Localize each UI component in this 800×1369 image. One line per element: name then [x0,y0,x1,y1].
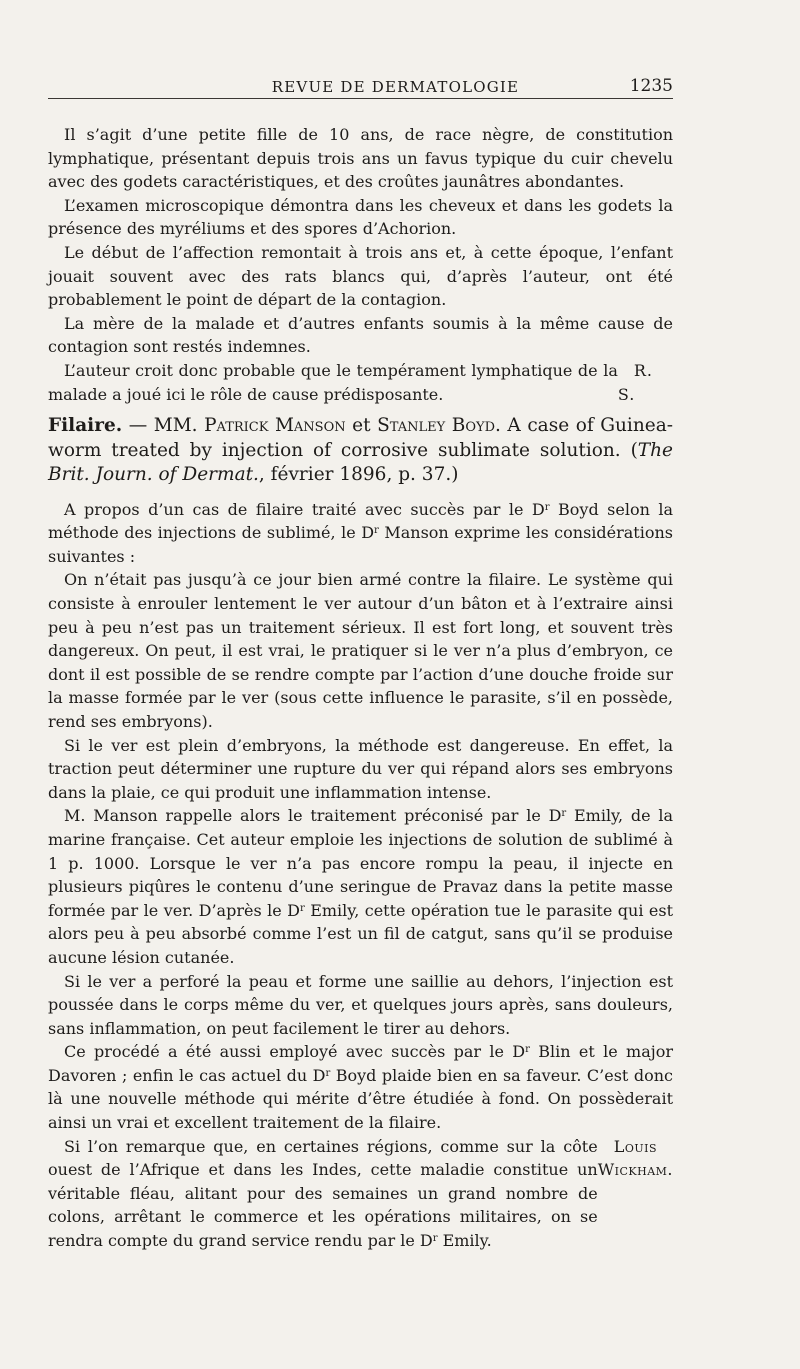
text-run: Manson exprime les considérations suivantes : [48,523,673,566]
article-filaire [48,498,673,1253]
paragraph-with-signature [48,359,673,406]
section-lead: Filaire. [48,415,123,437]
superscript: r [299,902,305,914]
superscript: r [432,1233,438,1245]
superscript: r [525,1044,530,1056]
text-run: M. Manson rappelle alors le traitement préconisé par le D [64,806,562,826]
journal-citation: The Brit. Journ. of Dermat. [48,439,673,486]
signature: R. S. [617,360,653,404]
superscript: r [561,808,567,820]
paragraph [48,498,673,569]
journal-title: REVUE DE DERMATOLOGIE [271,78,520,96]
paragraph: Il s’agit d’une petite fille de 10 ans, de race nègre, de constitution lymphatique, présentant depuis trois ans un favus typique du cuir chevelu avec des godets caractéristiques, et des croûtes jaunâtres abondantes. [48,125,673,192]
paragraph: On n’était pas jusqu’à ce jour bien armé contre la filaire. Le système qui consiste à enrouler lentement le ver autour d’un bâton et à l’extraire ainsi peu à peu n’est pas un traitement sérieux. Il est fort long, et souvent très dangereux. On peut, il est vrai, le pratiquer si le ver n’a plus d’embryon, ce dont il est possible de se rendre compte par l’action d’une douche froide sur la masse formée par le ver (sous cette influence le parasite, s’il en possède, rend ses embryons). [48,570,673,731]
heading-text: et [345,415,378,437]
author-name: Patrick Manson [204,415,346,437]
text-run: Emily. [437,1231,492,1251]
text-run: Emily, cette opération tue le parasite qui est alors peu à peu absorbé comme l’est un fil de catgut, sans qu’il se produise aucune lésion cutanée. [48,900,673,967]
article-title: . A case of Guinea-worm treated by injection of corrosive sublimate solution. ( [48,415,673,461]
paragraph-text: L’auteur croit donc probable que le tempérament lymphatique de la malade a joué ici le rôle de cause prédisposante. [48,360,618,404]
paragraph: Si le ver a perforé la peau et forme une saillie au dehors, l’injection est poussée dans le corps même du ver, et quelques jours après, sans douleurs, sans inflammation, on peut facilement le tirer au dehors. [48,971,673,1038]
paragraph [48,804,673,969]
running-header [48,72,673,99]
paragraph: La mère de la malade et d’autres enfants soumis à la même cause de contagion sont restés indemnes. [48,313,673,357]
signature: Louis Wickham. [597,1136,673,1180]
text-run: Ce procédé a été aussi employé avec succès par le D [64,1042,526,1062]
page-number: 1235 [629,76,673,96]
superscript: r [544,501,550,513]
article-favus [48,123,673,406]
text-run: Boyd plaide bien en sa faveur. C’est donc là une nouvelle méthode qui mérite d’être étudiée à fond. On possèderait ainsi un vrai et excellent traitement de la filaire. [48,1065,673,1133]
paragraph [48,1040,673,1134]
text-run: Emily, de la marine française. Cet auteur emploie les injections de solution de sublimé à 1 p. 1000. Lorsque le ver n’a pas encore rompu la peau, il injecte en plusieurs piqûres le contenu d’une seringue de Pravaz dans la petite masse formée par le ver. D’après le D [48,806,673,920]
text-run: Si l’on remarque que, en certaines régions, comme sur la côte ouest de l’Afrique et dans les Indes, cette maladie constitue un véritable fléau, alitant pour des semaines un grand nombre de colons, arrêtant le commerce et les opérations militaires, on se rendra compte du grand service rendu par le D [48,1136,598,1251]
paragraph: L’examen microscopique démontra dans les cheveux et dans les godets la présence des myréliums et des spores d’Achorion. [48,195,673,239]
heading-text: — MM. [122,415,205,437]
citation-details: , février 1896, p. 37.) [258,464,459,486]
paragraph-text [48,1135,598,1253]
paragraph: Si le ver est plein d’embryons, la méthode est dangereuse. En effet, la traction peut déterminer une rupture du ver qui répand alors ses embryons dans la plaie, ce qui produit une inflammation intense. [48,735,673,802]
author-name: Stanley Boyd [377,415,495,437]
superscript: r [374,525,379,537]
text-run: Blin et le major Davoren ; enfin le cas actuel du D [48,1042,673,1085]
page [48,72,673,1253]
superscript: r [325,1067,331,1079]
text-run: Boyd selon la méthode des injections de sublimé, le D [48,499,673,543]
section-heading-filaire [48,414,673,488]
text-run: A propos d’un cas de filaire traité avec succès par le D [64,499,545,519]
paragraph-with-signature [48,1135,673,1253]
paragraph: Le début de l’affection remontait à trois ans et, à cette époque, l’enfant jouait souvent avec des rats blancs qui, d’après l’auteur, ont été probablement le point de départ de la contagion. [48,242,673,310]
